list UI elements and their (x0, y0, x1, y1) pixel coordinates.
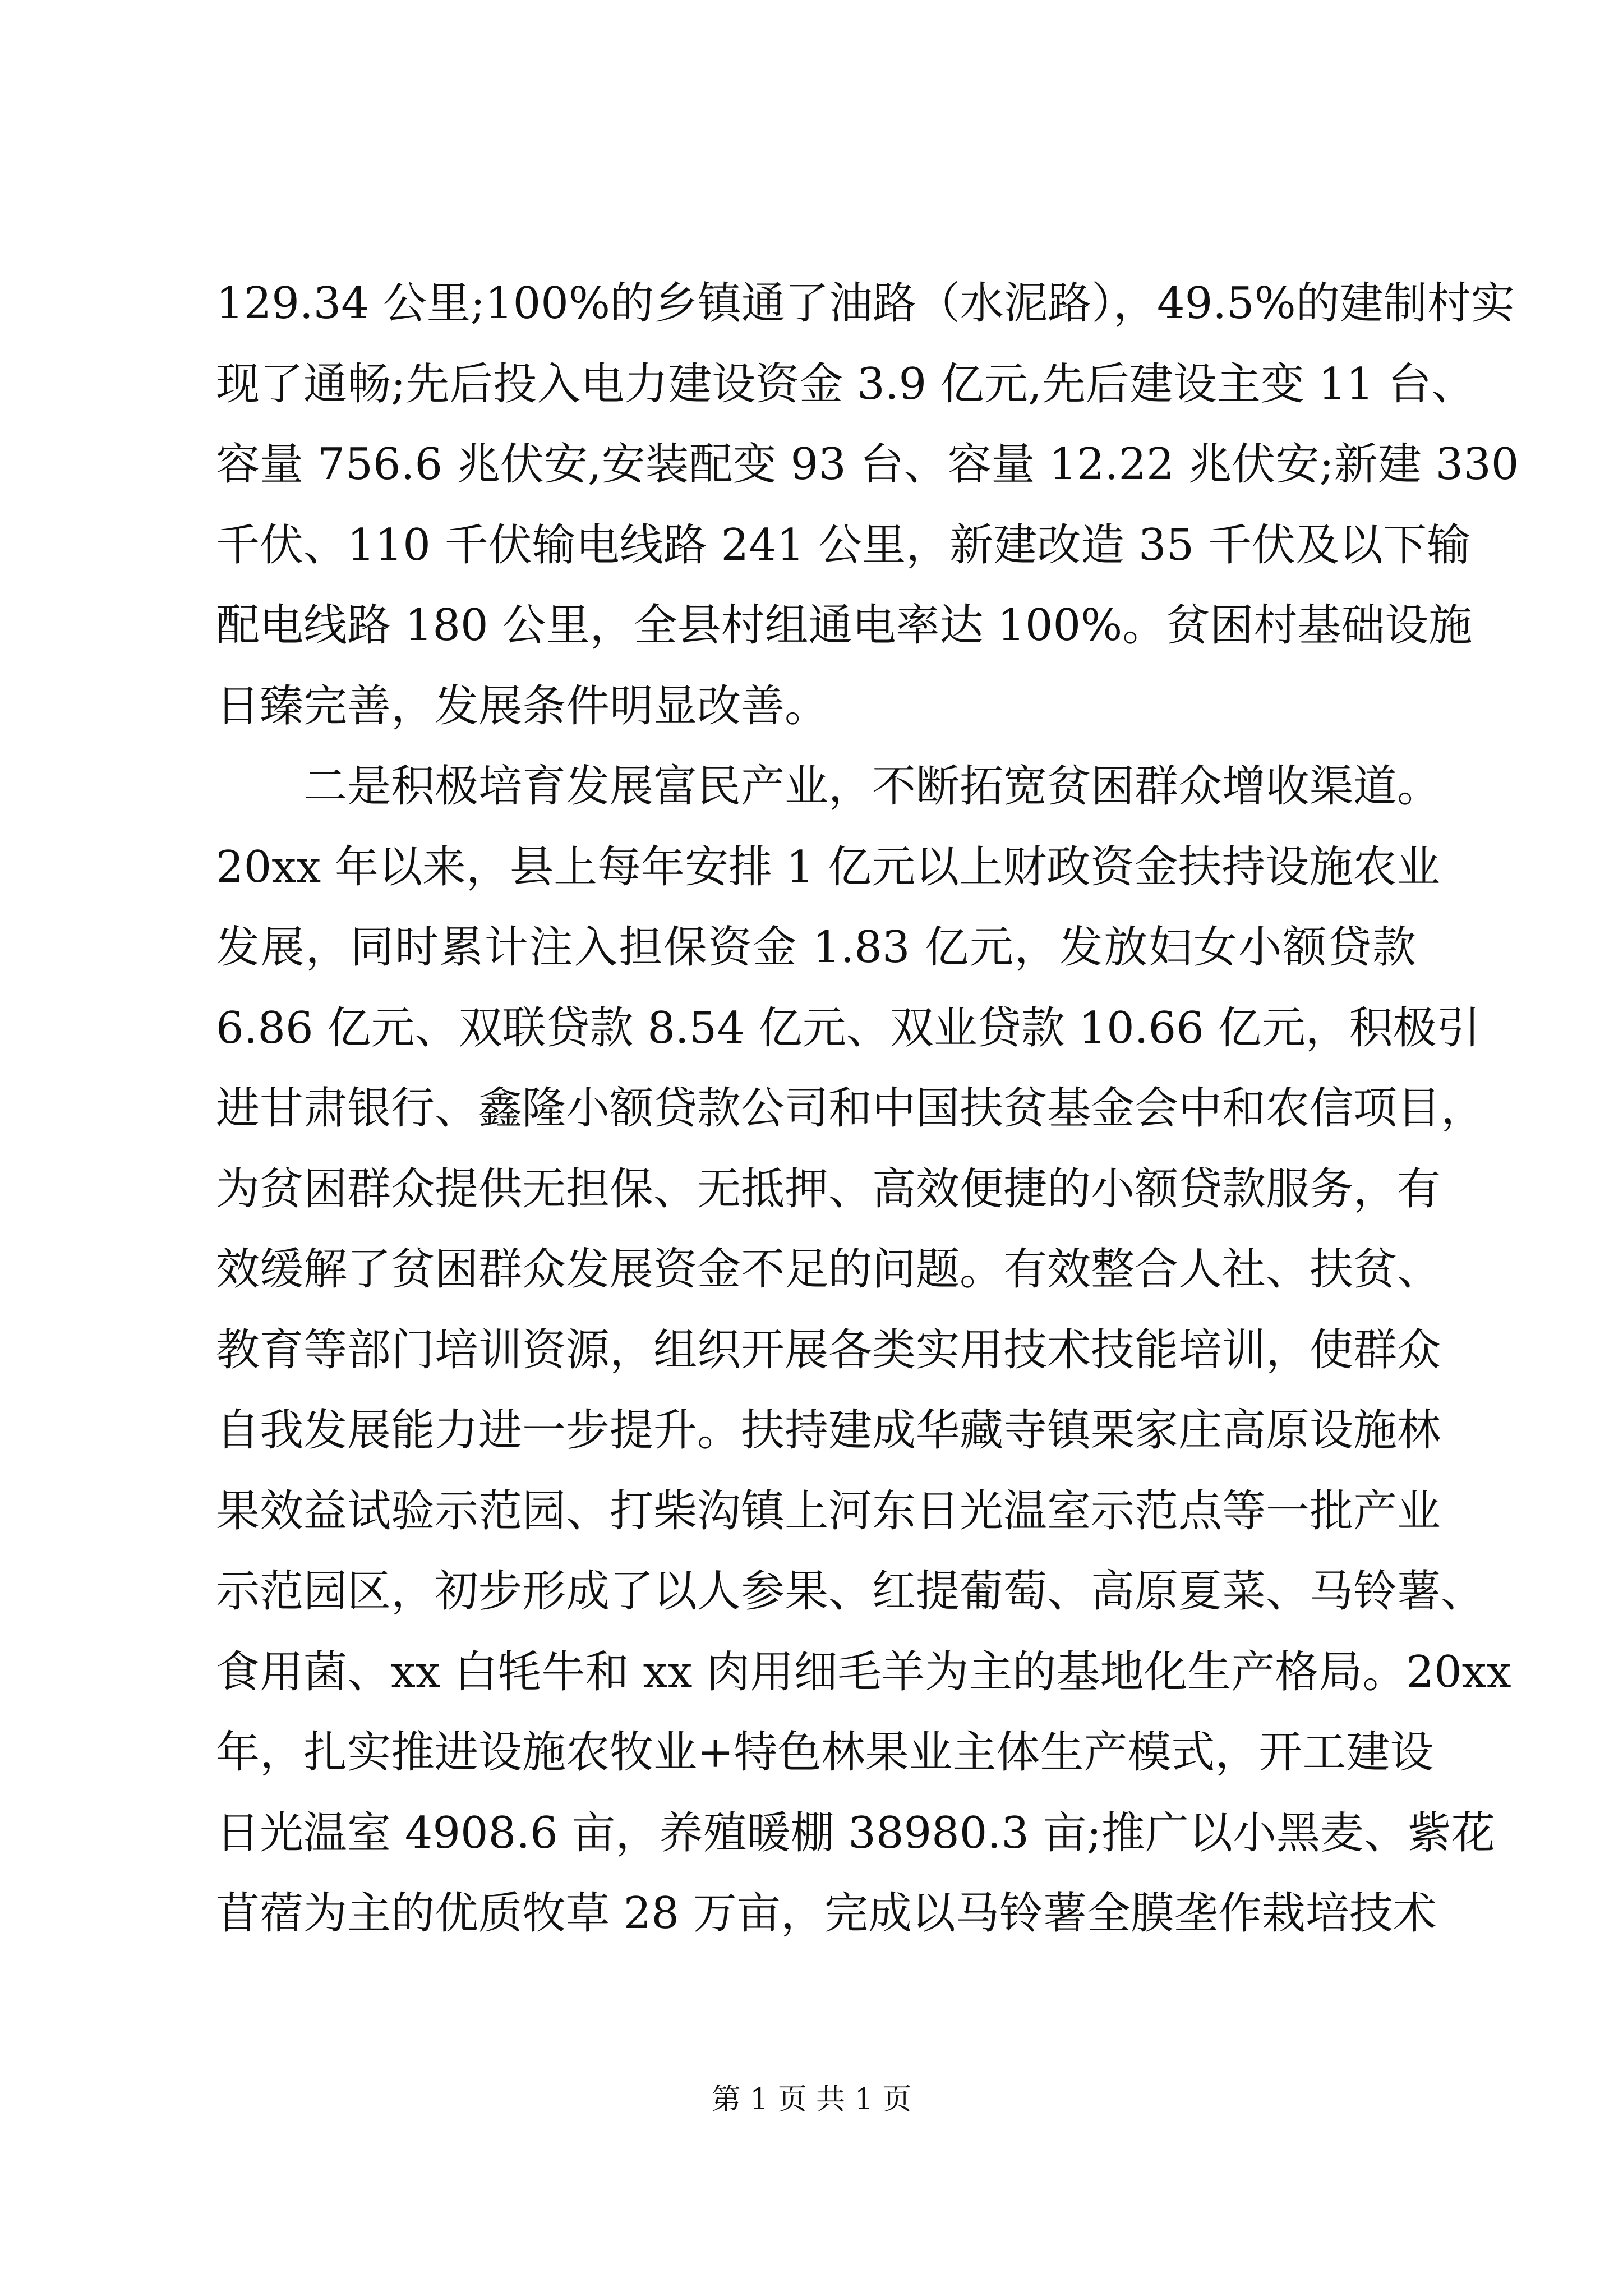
text-line: 果效益试验示范园、打柴沟镇上河东日光温室示范点等一批产业 (216, 1485, 1441, 1536)
text-line: 示范园区，初步形成了以人参果、红提葡萄、高原夏菜、马铃薯、 (216, 1566, 1485, 1617)
text-line: 现了通畅;先后投入电力建设资金 3.9 亿元,先后建设主变 11 台、 (216, 358, 1476, 409)
text-line: 食用菌、xx 白牦牛和 xx 肉用细毛羊为主的基地化生产格局。20xx (216, 1646, 1511, 1697)
text-line: 进甘肃银行、鑫隆小额贷款公司和中国扶贫基金会中和农信项目， (216, 1083, 1485, 1134)
text-line: 千伏、110 千伏输电线路 241 公里，新建改造 35 千伏及以下输 (216, 519, 1470, 570)
text-line: 发展，同时累计注入担保资金 1.83 亿元，发放妇女小额贷款 (216, 922, 1416, 973)
text-line: 配电线路 180 公里，全县村组通电率达 100%。贫困村基础设施 (216, 600, 1473, 651)
text-line: 苜蓿为主的优质牧草 28 万亩，完成以马铃薯全膜垄作栽培技术 (216, 1888, 1437, 1939)
text-line: 年，扎实推进设施农牧业+特色林果业主体生产模式，开工建设 (216, 1727, 1434, 1778)
text-line: 6.86 亿元、双联贷款 8.54 亿元、双业贷款 10.66 亿元，积极引 (216, 1002, 1481, 1053)
text-line: 自我发展能力进一步提升。扶持建成华藏寺镇栗家庄高原设施林 (216, 1405, 1441, 1456)
text-line: 日臻完善，发展条件明显改善。 (216, 680, 829, 731)
page-footer: 第 1 页 共 1 页 (711, 2083, 912, 2116)
text-line: 教育等部门培训资源，组织开展各类实用技术技能培训，使群众 (216, 1324, 1441, 1375)
text-line: 20xx 年以来，县上每年安排 1 亿元以上财政资金扶持设施农业 (216, 841, 1441, 892)
text-line: 为贫困群众提供无担保、无抵押、高效便捷的小额贷款服务，有 (216, 1163, 1441, 1214)
paragraph-start-line: 二是积极培育发展富民产业，不断拓宽贫困群众增收渠道。 (216, 761, 1441, 812)
text-line: 日光温室 4908.6 亩，养殖暖棚 38980.3 亩;推广以小黑麦、紫花 (216, 1807, 1495, 1858)
text-line: 容量 756.6 兆伏安,安装配变 93 台、容量 12.22 兆伏安;新建 330 (216, 439, 1519, 490)
text-line: 效缓解了贫困群众发展资金不足的问题。有效整合人社、扶贫、 (216, 1244, 1441, 1295)
text-line: 129.34 公里;100%的乡镇通了油路（水泥路），49.5%的建制村实 (216, 278, 1515, 329)
body-text (216, 264, 1519, 1954)
